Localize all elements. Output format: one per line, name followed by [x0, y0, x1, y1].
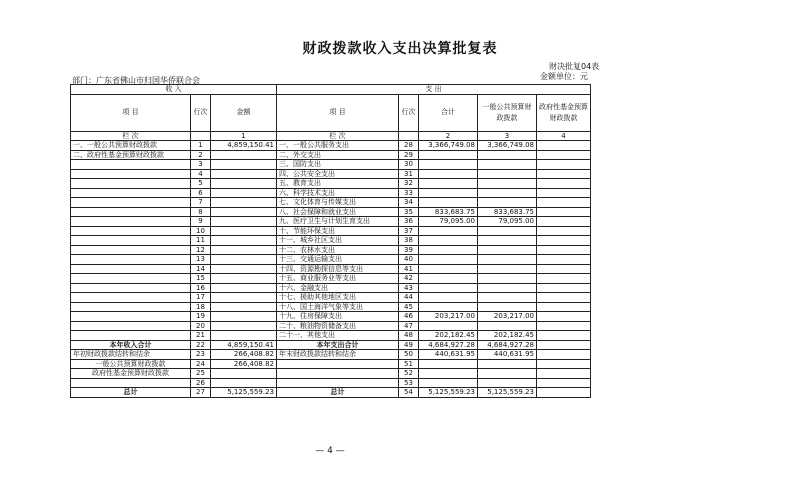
expense-item: [277, 378, 399, 388]
expense-line: 43: [399, 283, 419, 293]
expense-line: 53: [399, 378, 419, 388]
gov-fund-amount: [537, 245, 591, 255]
income-amount: [211, 321, 277, 331]
gov-fund-amount: [537, 378, 591, 388]
income-item: [71, 321, 191, 331]
income-header: 收 入: [71, 85, 277, 95]
expense-item: [277, 369, 399, 379]
gov-fund-amount: [537, 150, 591, 160]
expense-item: 十、节能环保支出: [277, 226, 399, 236]
expense-line: 32: [399, 179, 419, 189]
expense-total: [419, 378, 478, 388]
expense-item: 二、外交支出: [277, 150, 399, 160]
gov-fund-amount: [537, 312, 591, 322]
income-amount: [211, 217, 277, 227]
gov-fund-amount: [537, 255, 591, 265]
expense-header: 支 出: [277, 85, 591, 95]
expense-line: 41: [399, 264, 419, 274]
income-item: [71, 245, 191, 255]
table-row: [71, 207, 591, 217]
general-budget-amount: [478, 293, 537, 303]
general-budget-amount: [478, 226, 537, 236]
income-amount: 4,859,150.41: [211, 340, 277, 350]
table-row: [71, 274, 591, 284]
expense-item: 二十一、其他支出: [277, 331, 399, 341]
expense-item: 一、一般公共服务支出: [277, 141, 399, 151]
expense-item: 七、文化体育与传媒支出: [277, 198, 399, 208]
income-item: [71, 255, 191, 265]
gov-fund-amount: [537, 283, 591, 293]
income-amount: [211, 369, 277, 379]
general-budget-amount: [478, 188, 537, 198]
income-item: [71, 236, 191, 246]
amount-unit: 金额单位：元: [540, 72, 588, 81]
income-line: 16: [191, 283, 211, 293]
income-line: 21: [191, 331, 211, 341]
income-item: [71, 302, 191, 312]
general-budget-amount: [478, 160, 537, 170]
gov-fund-amount: [537, 388, 591, 398]
expense-item-header: 项 目: [277, 94, 399, 131]
income-line: 8: [191, 207, 211, 217]
income-item: [71, 188, 191, 198]
gov-fund-amount: [537, 350, 591, 360]
expense-line: 51: [399, 359, 419, 369]
gov-fund-amount: [537, 264, 591, 274]
page-title: 财政拨款收入支出决算批复表: [302, 41, 498, 57]
general-budget-amount: [478, 245, 537, 255]
income-line-header: 行次: [191, 94, 211, 131]
table-row: [71, 340, 591, 350]
expense-total: [419, 169, 478, 179]
expense-total: [419, 198, 478, 208]
expense-line: 42: [399, 274, 419, 284]
gov-fund-amount: [537, 331, 591, 341]
income-amount: [211, 302, 277, 312]
expense-total: 79,095.00: [419, 217, 478, 227]
income-line: 22: [191, 340, 211, 350]
general-budget-amount: 79,095.00: [478, 217, 537, 227]
expense-item: 十九、住房保障支出: [277, 312, 399, 322]
income-item: [71, 217, 191, 227]
income-item: [71, 207, 191, 217]
expense-line: 40: [399, 255, 419, 265]
income-amount: [211, 160, 277, 170]
general-budget-amount: 5,125,559.23: [478, 388, 537, 398]
gov-fund-amount: [537, 359, 591, 369]
expense-line: 54: [399, 388, 419, 398]
expense-line: 49: [399, 340, 419, 350]
income-line: 12: [191, 245, 211, 255]
expense-total: 3,366,749.08: [419, 141, 478, 151]
income-item: [71, 264, 191, 274]
income-line: 18: [191, 302, 211, 312]
income-line: 23: [191, 350, 211, 360]
general-budget-header: 一般公共预算财政拨款: [478, 94, 537, 131]
expense-total: [419, 283, 478, 293]
expense-line: 31: [399, 169, 419, 179]
income-line: 1: [191, 141, 211, 151]
table-row: [71, 350, 591, 360]
income-line: 9: [191, 217, 211, 227]
expense-total: [419, 160, 478, 170]
income-line: 25: [191, 369, 211, 379]
expense-total: 203,217.00: [419, 312, 478, 322]
table-row: [71, 331, 591, 341]
income-amount: [211, 236, 277, 246]
expense-item: 十四、资源勘探信息等支出: [277, 264, 399, 274]
income-amount: [211, 198, 277, 208]
expense-total: [419, 274, 478, 284]
gov-fund-amount: [537, 217, 591, 227]
expense-line: 38: [399, 236, 419, 246]
income-amount: 266,408.82: [211, 350, 277, 360]
expense-item: 四、公共安全支出: [277, 169, 399, 179]
gov-fund-amount: [537, 188, 591, 198]
income-item: [71, 274, 191, 284]
table-row: [71, 198, 591, 208]
page-number: — 4 —: [315, 446, 345, 456]
income-line: 5: [191, 179, 211, 189]
expense-total: 5,125,559.23: [419, 388, 478, 398]
general-budget-amount: [478, 283, 537, 293]
table-row: [71, 378, 591, 388]
general-budget-amount: [478, 274, 537, 284]
gov-fund-amount: [537, 274, 591, 284]
income-line: 14: [191, 264, 211, 274]
table-row: [71, 321, 591, 331]
income-item: [71, 169, 191, 179]
income-line: 13: [191, 255, 211, 265]
expense-item: 十一、城乡社区支出: [277, 236, 399, 246]
income-item: 本年收入合计: [71, 340, 191, 350]
expense-item: 十五、商业服务业等支出: [277, 274, 399, 284]
gov-fund-amount: [537, 207, 591, 217]
income-amount: [211, 188, 277, 198]
income-amount: [211, 264, 277, 274]
income-amount: [211, 207, 277, 217]
income-amount: [211, 293, 277, 303]
expense-total: 833,683.75: [419, 207, 478, 217]
table-row: [71, 302, 591, 312]
expense-total: [419, 236, 478, 246]
gov-fund-amount: [537, 179, 591, 189]
expense-line: 34: [399, 198, 419, 208]
income-amount: 4,859,150.41: [211, 141, 277, 151]
expense-line: 30: [399, 160, 419, 170]
expense-line: 28: [399, 141, 419, 151]
income-line: 20: [191, 321, 211, 331]
gov-fund-amount: [537, 226, 591, 236]
income-item: 一、一般公共预算财政拨款: [71, 141, 191, 151]
expense-item: 本年支出合计: [277, 340, 399, 350]
income-line: 15: [191, 274, 211, 284]
expense-total: [419, 321, 478, 331]
income-item: [71, 226, 191, 236]
income-line: 6: [191, 188, 211, 198]
income-line: 24: [191, 359, 211, 369]
general-budget-amount: [478, 179, 537, 189]
general-budget-amount: 203,217.00: [478, 312, 537, 322]
column-index-3: 3: [478, 131, 537, 141]
expense-total: [419, 226, 478, 236]
income-amount: [211, 331, 277, 341]
gov-fund-amount: [537, 160, 591, 170]
expense-item: 九、医疗卫生与计划生育支出: [277, 217, 399, 227]
gov-fund-amount: [537, 340, 591, 350]
income-amount: [211, 179, 277, 189]
income-line: 10: [191, 226, 211, 236]
general-budget-amount: [478, 264, 537, 274]
expense-item: 十七、援助其他地区支出: [277, 293, 399, 303]
expense-total: [419, 359, 478, 369]
table-row: [71, 236, 591, 246]
income-item: [71, 283, 191, 293]
expense-item: 十二、农林水支出: [277, 245, 399, 255]
table-row: [71, 388, 591, 398]
expense-total: [419, 245, 478, 255]
table-row: [71, 160, 591, 170]
table-row: [71, 245, 591, 255]
expense-line: 46: [399, 312, 419, 322]
general-budget-amount: [478, 169, 537, 179]
table-row: [71, 312, 591, 322]
income-amount: [211, 245, 277, 255]
table-row: [71, 226, 591, 236]
column-index-label: 栏 次: [277, 131, 399, 141]
income-amount: [211, 312, 277, 322]
table-row: [71, 141, 591, 151]
income-item: 年初财政拨款结转和结余: [71, 350, 191, 360]
expense-line: 29: [399, 150, 419, 160]
expense-line: 52: [399, 369, 419, 379]
gov-fund-amount: [537, 141, 591, 151]
expense-line: 50: [399, 350, 419, 360]
income-item: [71, 160, 191, 170]
income-line: 17: [191, 293, 211, 303]
expense-item: 六、科学技术支出: [277, 188, 399, 198]
expense-item: 十六、金融支出: [277, 283, 399, 293]
table-row: [71, 217, 591, 227]
income-line: 19: [191, 312, 211, 322]
gov-fund-amount: [537, 369, 591, 379]
income-amount: 5,125,559.23: [211, 388, 277, 398]
income-amount: [211, 378, 277, 388]
expense-total: 440,631.95: [419, 350, 478, 360]
expense-total: [419, 293, 478, 303]
total-header: 合计: [419, 94, 478, 131]
income-amount: [211, 169, 277, 179]
table-row: [71, 264, 591, 274]
income-item: 政府性基金预算财政拨款: [71, 369, 191, 379]
income-amount: [211, 274, 277, 284]
column-index-1: 1: [211, 131, 277, 141]
income-item: [71, 293, 191, 303]
general-budget-amount: 4,684,927.28: [478, 340, 537, 350]
expense-total: [419, 179, 478, 189]
expense-total: [419, 369, 478, 379]
expense-line: 44: [399, 293, 419, 303]
income-amount: [211, 283, 277, 293]
expense-line: 37: [399, 226, 419, 236]
expense-total: [419, 188, 478, 198]
income-amount: 266,408.82: [211, 359, 277, 369]
expense-item: 十八、国土海洋气象等支出: [277, 302, 399, 312]
column-index-2: 2: [419, 131, 478, 141]
general-budget-amount: [478, 359, 537, 369]
general-budget-amount: 3,366,749.08: [478, 141, 537, 151]
income-amount: [211, 226, 277, 236]
income-item: 总计: [71, 388, 191, 398]
expense-item: 八、社会保障和就业支出: [277, 207, 399, 217]
expense-item: 总计: [277, 388, 399, 398]
income-amount: [211, 150, 277, 160]
gov-fund-amount: [537, 198, 591, 208]
table-row: [71, 369, 591, 379]
income-line: 2: [191, 150, 211, 160]
expense-item: 二十、粮油物资储备支出: [277, 321, 399, 331]
department-label: 部门：广东省佛山市归国华侨联合会: [72, 76, 200, 85]
expense-item: 十三、交通运输支出: [277, 255, 399, 265]
table-row: [71, 179, 591, 189]
gov-fund-header: 政府性基金预算财政拨款: [537, 94, 591, 131]
expense-total: [419, 264, 478, 274]
table-row: [71, 359, 591, 369]
table-row: [71, 169, 591, 179]
general-budget-amount: 202,182.45: [478, 331, 537, 341]
expense-line: 33: [399, 188, 419, 198]
table-row: [71, 255, 591, 265]
expense-line: 35: [399, 207, 419, 217]
general-budget-amount: [478, 150, 537, 160]
general-budget-amount: [478, 369, 537, 379]
table-row: [71, 293, 591, 303]
gov-fund-amount: [537, 236, 591, 246]
income-item-header: 项 目: [71, 94, 191, 131]
income-line: 4: [191, 169, 211, 179]
general-budget-amount: [478, 378, 537, 388]
general-budget-amount: [478, 255, 537, 265]
gov-fund-amount: [537, 293, 591, 303]
expense-line: 39: [399, 245, 419, 255]
expense-item: 三、国防支出: [277, 160, 399, 170]
form-number: 财决批复04表: [549, 62, 600, 71]
expense-line-header: 行次: [399, 94, 419, 131]
column-index-label: 栏 次: [71, 131, 191, 141]
expense-total: [419, 302, 478, 312]
expense-line: 36: [399, 217, 419, 227]
income-line: 7: [191, 198, 211, 208]
income-item: [71, 312, 191, 322]
budget-table: [70, 84, 591, 398]
expense-total: 4,684,927.28: [419, 340, 478, 350]
table-row: [71, 188, 591, 198]
expense-total: [419, 255, 478, 265]
expense-line: 48: [399, 331, 419, 341]
income-line: 11: [191, 236, 211, 246]
expense-item: 年末财政拨款结转和结余: [277, 350, 399, 360]
income-item: [71, 331, 191, 341]
income-item: [71, 378, 191, 388]
income-item: 二、政府性基金预算财政拨款: [71, 150, 191, 160]
income-line: 27: [191, 388, 211, 398]
general-budget-amount: 833,683.75: [478, 207, 537, 217]
general-budget-amount: [478, 198, 537, 208]
general-budget-amount: 440,631.95: [478, 350, 537, 360]
general-budget-amount: [478, 321, 537, 331]
income-item: 一般公共预算财政拨款: [71, 359, 191, 369]
expense-item: 五、教育支出: [277, 179, 399, 189]
expense-item: [277, 359, 399, 369]
income-amount-header: 金额: [211, 94, 277, 131]
income-line: 3: [191, 160, 211, 170]
column-index-4: 4: [537, 131, 591, 141]
gov-fund-amount: [537, 169, 591, 179]
general-budget-amount: [478, 302, 537, 312]
general-budget-amount: [478, 236, 537, 246]
income-item: [71, 198, 191, 208]
gov-fund-amount: [537, 302, 591, 312]
table-row: [71, 150, 591, 160]
expense-line: 45: [399, 302, 419, 312]
gov-fund-amount: [537, 321, 591, 331]
expense-total: [419, 150, 478, 160]
income-line: 26: [191, 378, 211, 388]
expense-line: 47: [399, 321, 419, 331]
income-amount: [211, 255, 277, 265]
table-row: [71, 283, 591, 293]
income-item: [71, 179, 191, 189]
expense-total: 202,182.45: [419, 331, 478, 341]
